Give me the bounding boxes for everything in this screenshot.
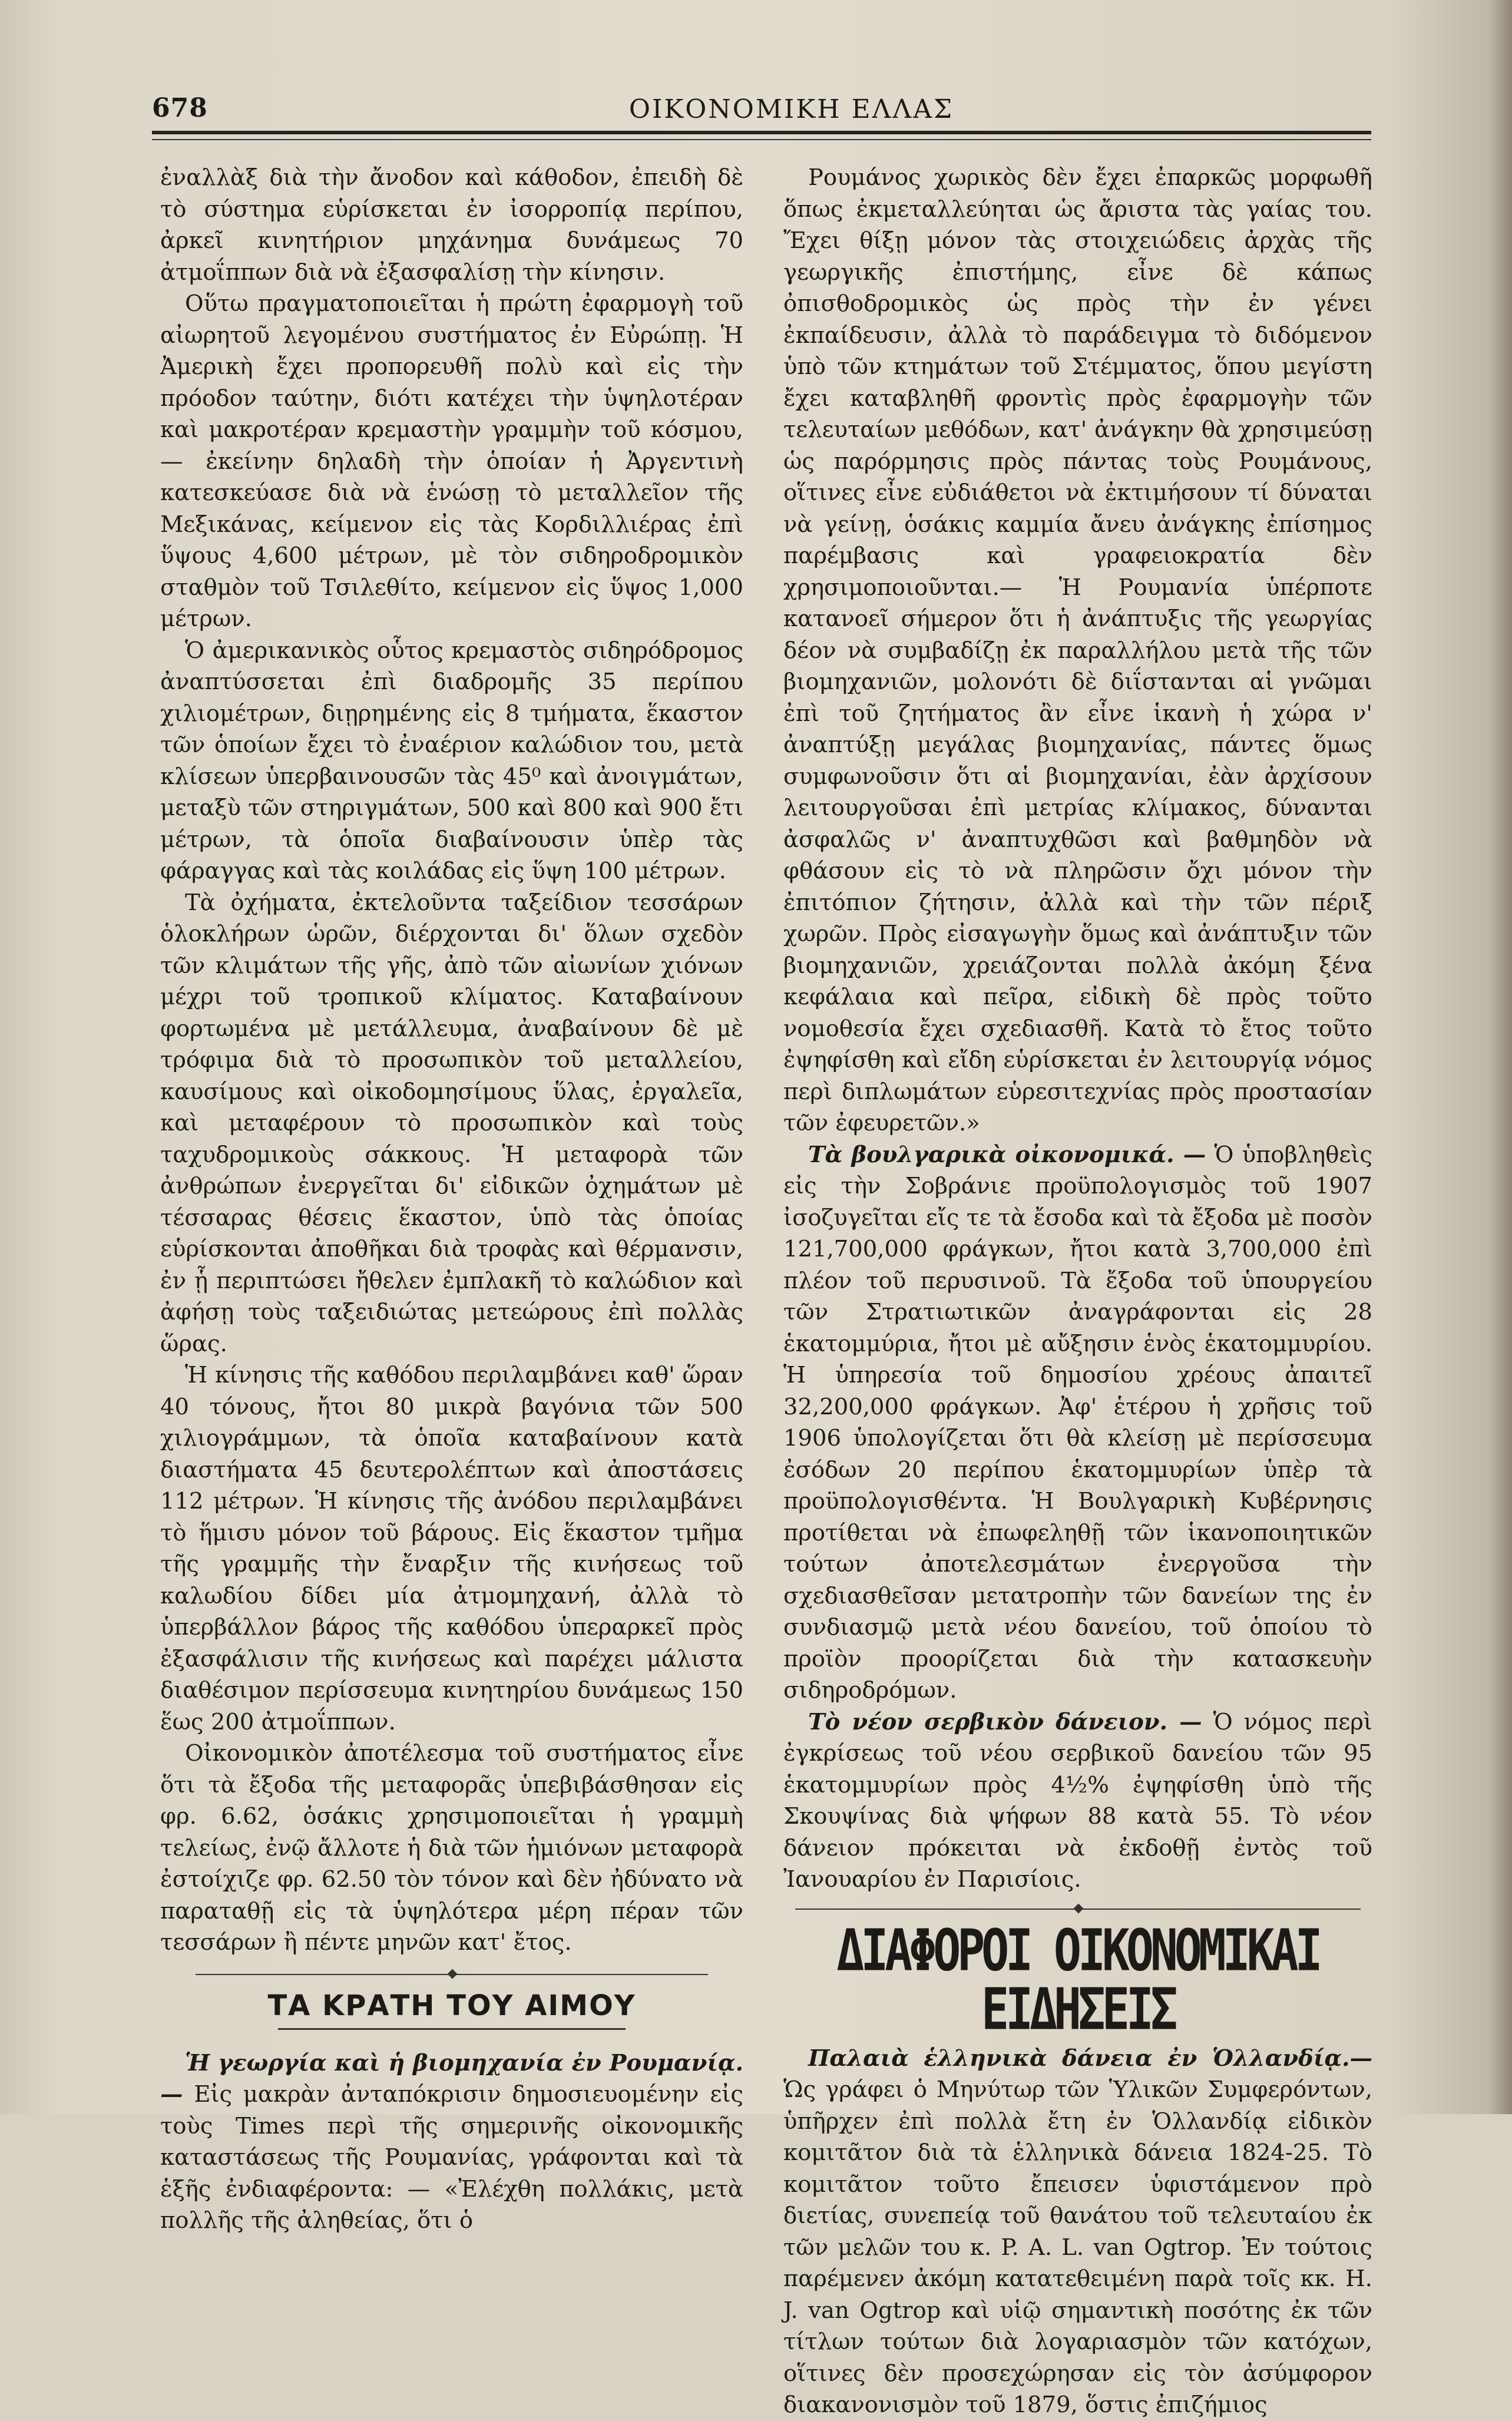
right-column	[783, 162, 1372, 2421]
article-text: Εἰς μακρὰν ἀνταπόκρισιν δημοσιευομένην εἰς τοὺς Times περὶ τῆς σημερινῆς οἰκονομικῆς καταστάσεως τῆς Ρουμανίας, γράφονται καὶ τὰ ἑξῆς ἐνδιαφέροντα: — «Ἐλέχθη πολλάκις, μετὰ πολλῆς τῆς ἀληθείας, ὅτι ὁ	[160, 2081, 743, 2234]
article-paragraph	[783, 2043, 1372, 2421]
article-text: Ὡς γράφει ὁ Μηνύτωρ τῶν Ὑλικῶν Συμφερόντων, ὑπῆρχεν ἐπὶ πολλὰ ἔτη ἐν Ὁλλανδίᾳ εἰδικὸν κομιτᾶτον διὰ τὰ ἑλληνικὰ δάνεια 1824-25. Τὸ κομιτᾶτον τοῦτο ἔπεισεν ὑφιστάμενον πρὸ διετίας, συνεπείᾳ τοῦ θανάτου τοῦ τελευταίου ἐκ τῶν μελῶν του κ. P. A. L. van Ogtrop. Ἐν τούτοις παρέμενεν ἀκόμη κατατεθειμένη παρὰ τοῖς κκ. H. J. van Ogtrop καὶ υἱῷ σημαντικὴ ποσότης ἐκ τῶν τίτλων τούτων διὰ λογαριασμὸν τῶν κατόχων, οἵτινες δὲν προσεχώρησαν εἰς τὸν ἀσύμφορον διακανονισμὸν τοῦ 1879, ὅστις ἐπιζήμιος	[783, 2076, 1372, 2418]
page-edge-shadow	[1488, 0, 1512, 2114]
header-rule-thin	[152, 139, 1371, 140]
article-heading: Τὰ βουλγαρικὰ οἰκονομικά. —	[808, 1141, 1206, 1168]
section-title: ΔΙΑΦΟΡΟΙ ΟΙΚΟΝΟΜΙΚΑΙ ΕΙΔΗΣΕΙΣ	[836, 1917, 1319, 2043]
section-title: ΤΑ ΚΡΑΤΗ ΤΟΥ ΑΙΜΟΥ	[267, 1989, 636, 2022]
paragraph: ἐναλλὰξ διὰ τὴν ἄνοδον καὶ κάθοδον, ἐπειδὴ δὲ τὸ σύστημα εὑρίσκεται ἐν ἰσορροπίᾳ περίπου, ἀρκεῖ κινητήριον μηχάνημα δυνάμεως 70 ἀτμοΐππων διὰ νὰ ἐξασφαλίσῃ τὴν κίνησιν.	[160, 164, 743, 286]
page-number: 678	[152, 93, 208, 123]
paragraph: Τὰ ὀχήματα, ἐκτελοῦντα ταξείδιον τεσσάρων ὁλοκλήρων ὡρῶν, διέρχονται δι' ὅλων σχεδὸν τῶν κλιμάτων τῆς γῆς, ἀπὸ τῶν αἰωνίων χιόνων μέχρι τοῦ τροπικοῦ κλίματος. Καταβαίνουν φορτωμένα μὲ μετάλλευμα, ἀναβαίνουν δὲ μὲ τρόφιμα διὰ τὸ προσωπικὸν τοῦ μεταλλείου, καυσίμους καὶ οἰκοδομησίμους ὕλας, ἐργαλεῖα, καὶ μεταφέρουν τὸ προσωπικὸν καὶ τοὺς ταχυδρομικοὺς σάκκους. Ἡ μεταφορὰ τῶν ἀνθρώπων ἐνεργεῖται δι' εἰδικῶν ὀχημάτων μὲ τέσσαρας θέσεις ἕκαστον, ὑπὸ τὰς ὁποίας εὑρίσκονται ἀποθῆκαι διὰ τροφὰς καὶ θέρμανσιν, ἐν ᾗ περιπτώσει ἤθελεν ἐμπλακῆ τὸ καλώδιον καὶ ἀφήσῃ τοὺς ταξειδιώτας μετεώρους ἐπὶ πολλὰς ὥρας.	[160, 889, 743, 1357]
section-divider	[196, 1974, 708, 1975]
paragraph: Ἡ κίνησις τῆς καθόδου περιλαμβάνει καθ' ὥραν 40 τόνους, ἤτοι 80 μικρὰ βαγόνια τῶν 500 χιλιογράμμων, τὰ ὁποῖα καταβαίνουν κατὰ διαστήματα 45 δευτερολέπτων καὶ ἀποστάσεις 112 μέτρων. Ἡ κίνησις τῆς ἀνόδου περιλαμβάνει τὸ ἥμισυ μόνον τοῦ βάρους. Εἰς ἕκαστον τμῆμα τῆς γραμμῆς τὴν ἔναρξιν τῆς κινήσεως τοῦ καλωδίου δίδει μία ἀτμομηχανή, ἀλλὰ τὸ ὑπερβάλλον βάρος τῆς καθόδου ὑπεραρκεῖ πρὸς ἐξασφάλισιν τῆς κινήσεως καὶ παρέχει μάλιστα διαθέσιμον περίσσευμα κινητηρίου δυνάμεως 150 ἕως 200 ἀτμοΐππων.	[160, 1362, 743, 1735]
left-column	[160, 162, 743, 2237]
article-text: Ὁ νόμος περὶ ἐγκρίσεως τοῦ νέου σερβικοῦ δανείου τῶν 95 ἑκατομμυρίων πρὸς 4½% ἐψηφίσθη ὑπὸ τῆς Σκουψίνας διὰ ψήφων 88 κατὰ 55. Τὸ νέον δάνειον πρόκειται νὰ ἐκδοθῇ ἐντὸς τοῦ Ἰανουαρίου ἐν Παρισίοις.	[783, 1708, 1372, 1893]
article-paragraph	[783, 1139, 1372, 1706]
title-underline	[278, 2028, 626, 2030]
paragraph: Οὕτω πραγματοποιεῖται ἡ πρώτη ἐφαρμογὴ τοῦ αἰωρητοῦ λεγομένου συστήματος ἐν Εὐρώπῃ. Ἡ Ἀμερικὴ ἔχει προπορευθῆ πολὺ καὶ εἰς τὴν πρόοδον ταύτην, διότι κατέχει τὴν ὑψηλοτέραν καὶ μακροτέραν κρεμαστὴν γραμμὴν τοῦ κόσμου,— ἐκείνην δηλαδὴ τὴν ὁποίαν ἡ Ἀργεντινὴ κατεσκεύασε διὰ νὰ ἑνώσῃ τὸ μεταλλεῖον τῆς Μεξικάνας, κείμενον εἰς τὰς Κορδιλλιέρας ἐπὶ ὕψους 4,600 μέτρων, μὲ τὸν σιδηροδρομικὸν σταθμὸν τοῦ Τσιλεθίτο, κείμενον εἰς ὕψος 1,000 μέτρων.	[160, 290, 743, 632]
header-rule	[152, 131, 1371, 134]
paragraph: Ρουμάνος χωρικὸς δὲν ἔχει ἐπαρκῶς μορφωθῆ ὅπως ἐκμεταλλεύηται ὡς ἄριστα τὰς γαίας του. Ἔχει θίξῃ μόνον τὰς στοιχειώδεις ἀρχὰς τῆς γεωργικῆς ἐπιστήμης, εἶνε δὲ κάπως ὀπισθοδρομικὸς ὡς πρὸς τὴν ἐν γένει ἐκπαίδευσιν, ἀλλὰ τὸ παράδειγμα τὸ διδόμενον ὑπὸ τῶν κτημάτων τοῦ Στέμματος, ὅπου μεγίστη ἔχει καταβληθῆ φροντὶς πρὸς ἐφαρμογὴν τῶν τελευταίων μεθόδων, κατ' ἀνάγκην θὰ χρησιμεύσῃ ὡς παρόρμησις πρὸς πάντας τοὺς Ρουμάνους, οἵτινες εἶνε εὐδιάθετοι νὰ ἐκτιμήσουν τί δύναται νὰ γείνῃ, ὁσάκις καμμία ἄνευ ἀνάγκης ἐπίσημος παρέμβασις καὶ γραφειοκρατία δὲν χρησιμοποιοῦνται.— Ἡ Ρουμανία ὑπέρποτε κατανοεῖ σήμερον ὅτι ἡ ἀνάπτυξις τῆς γεωργίας δέον νὰ συμβαδίζῃ ἐκ παραλλήλου μετὰ τῆς τῶν βιομηχανιῶν, μολονότι δὲ διΐστανται αἱ γνῶμαι ἐπὶ τοῦ ζητήματος ἂν εἶνε ἱκανὴ ἡ χώρα ν' ἀναπτύξῃ μεγάλας βιομηχανίας, πάντες ὅμως συμφωνοῦσιν ὅτι αἱ βιομηχανίαι, ἐὰν ἀρχίσουν λειτουργοῦσαι ἐπὶ μετρίας κλίμακος, δύνανται ἀσφαλῶς ν' ἀναπτυχθῶσι καὶ βαθμηδὸν νὰ φθάσουν εἰς τὸ νὰ πληρῶσιν ὄχι μόνον τὴν ἐπιτόπιον ζήτησιν, ἀλλὰ καὶ τὴν τῶν πέριξ χωρῶν. Πρὸς εἰσαγωγὴν ὅμως καὶ ἀνάπτυξιν τῶν βιομηχανιῶν, χρειάζονται πολλὰ ἀκόμη ξένα κεφάλαια καὶ πεῖρα, εἰδικὴ δὲ πρὸς τοῦτο νομοθεσία ἔχει σχεδιασθῆ. Κατὰ τὸ ἔτος τοῦτο ἐψηφίσθη καὶ εἴδη εὑρίσκεται ἐν λειτουργίᾳ νόμος περὶ διπλωμάτων εὑρεσιτεχνίας πρὸς προστασίαν τῶν ἐφευρετῶν.»	[783, 164, 1372, 1136]
article-paragraph	[160, 2048, 743, 2237]
section-divider	[795, 1909, 1361, 1910]
running-head: ΟΙΚΟΝΟΜΙΚΗ ΕΛΛΑΣ	[628, 94, 954, 124]
article-paragraph	[783, 1706, 1372, 1896]
article-heading: Παλαιὰ ἑλληνικὰ δάνεια ἐν Ὁλλανδίᾳ.—	[808, 2045, 1372, 2072]
article-heading: Ἡ γεωργία καὶ ἡ βιομηχανία ἐν Ρουμανίᾳ.—	[160, 2049, 743, 2108]
article-heading: Τὸ νέον σερβικὸν δάνειον. —	[808, 1708, 1202, 1735]
article-text: Ὁ ὑποβληθεὶς εἰς τὴν Σοβράνιε προϋπολογισμὸς τοῦ 1907 ἰσοζυγεῖται εἴς τε τὰ ἔσοδα καὶ τὰ ἔξοδα μὲ ποσὸν 121,700,000 φράγκων, ἤτοι κατὰ 3,700,000 ἐπὶ πλέον τοῦ περυσινοῦ. Τὰ ἔξοδα τοῦ ὑπουργείου τῶν Στρατιωτικῶν ἀναγράφονται εἰς 28 ἑκατομμύρια, ἤτοι μὲ αὔξησιν ἑνὸς ἑκατομμυρίου. Ἡ ὑπηρεσία τοῦ δημοσίου χρέους ἀπαιτεῖ 32,200,000 φράγκων. Ἀφ' ἑτέρου ἡ χρῆσις τοῦ 1906 ὑπολογίζεται ὅτι θὰ κλείσῃ μὲ περίσσευμα ἐσόδων 20 περίπου ἑκατομμυρίων ὑπὲρ τὰ προϋπολογισθέντα. Ἡ Βουλγαρικὴ Κυβέρνησις προτίθεται νὰ ἐπωφεληθῇ τῶν ἱκανοποιητικῶν τούτων ἀποτελεσμάτων ἐνεργοῦσα τὴν σχεδιασθεῖσαν μετατροπὴν τῶν δανείων της ἐν συνδιασμῷ μετὰ νέου δανείου, τοῦ ὁποίου τὸ προϊὸν προορίζεται διὰ τὴν κατασκευὴν σιδηροδρόμων.	[783, 1141, 1372, 1704]
paragraph: Ὁ ἀμερικανικὸς οὗτος κρεμαστὸς σιδηρόδρομος ἀναπτύσσεται ἐπὶ διαδρομῆς 35 περίπου χιλιομέτρων, διῃρημένης εἰς 8 τμήματα, ἕκαστον τῶν ὁποίων ἔχει τὸ ἐναέριον καλώδιον του, μετὰ κλίσεων ὑπερβαινουσῶν τὰς 45⁰ καὶ ἀνοιγμάτων, μεταξὺ τῶν στηριγμάτων, 500 καὶ 800 καὶ 900 ἔτι μέτρων, τὰ ὁποῖα διαβαίνουσιν ὑπὲρ τὰς φάραγγας καὶ τὰς κοιλάδας εἰς ὕψη 100 μέτρων.	[160, 637, 743, 884]
divider-ornament	[448, 1969, 458, 1979]
paragraph: Οἰκονομικὸν ἀποτέλεσμα τοῦ συστήματος εἶνε ὅτι τὰ ἔξοδα τῆς μεταφορᾶς ὑπεβιβάσθησαν εἰς φρ. 6.62, ὁσάκις χρησιμοποιεῖται ἡ γραμμὴ τελείως, ἐνῷ ἄλλοτε ἡ διὰ τῶν ἡμιόνων μεταφορὰ ἐστοίχιζε φρ. 62.50 τὸν τόνον καὶ δὲν ἠδύνατο νὰ παραταθῇ εἰς τὰ ὑψηλότερα μέρη πέραν τῶν τεσσάρων ἢ πέντε μηνῶν κατ' ἔτος.	[160, 1740, 743, 1956]
divider-ornament	[1074, 1903, 1084, 1913]
